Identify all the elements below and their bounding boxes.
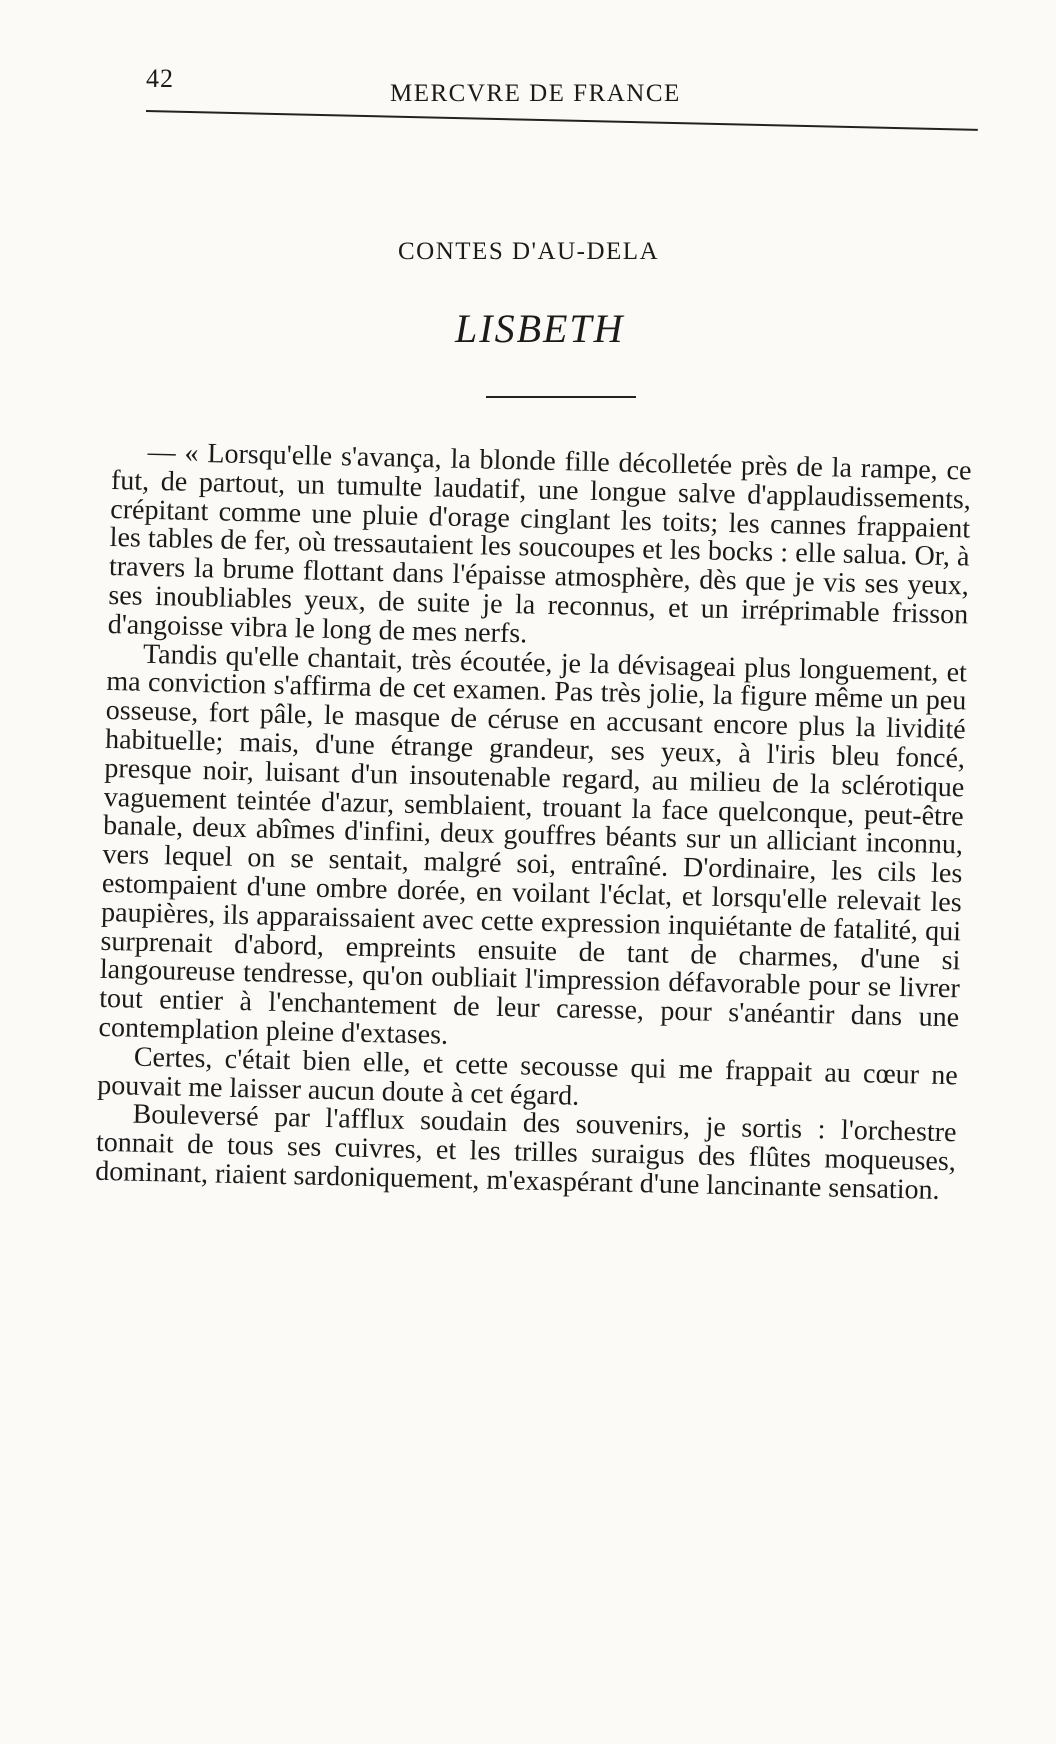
title-rule bbox=[486, 396, 636, 398]
paragraph: Tandis qu'elle chantait, très écoutée, je la dévisageai plus longuement, et ma conviction s'affirma de cet examen. Pas très jolie, la figure même un peu osseuse, fort pâle, le masque de céruse en accusant encore plus la lividité habituelle; mais, d'une étrange grandeur, ses yeux, à l'iris bleu foncé, presque noir, luisant d'un insoutenable regard, au milieu de la sclérotique vaguement teintée d'azur, semblaient, trouant la face quelconque, peut-être banale, deux abîmes d'infini, deux gouffres béants sur un alliciant inconnu, vers lequel on se sentait, malgré soi, entraîné. D'ordinaire, les cils les estompaient d'une ombre dorée, en voilant l'éclat, et lorsqu'elle relevait les paupières, ils apparaissaient avec cette expression inquiétante de fatalité, qui surprenait d'abord, empreints ensuite de tant de charmes, d'une si langoureuse tendresse, qu'on oubliait l'impression défavorable pour se livrer tout entier à l'enchantement de leur caresse, pour s'anéantir dans une contemplation pleine d'extases. bbox=[98, 638, 968, 1051]
story-title: LISBETH bbox=[455, 306, 625, 351]
paragraph: Certes, c'était bien elle, et cette secousse qui me frappait au cœur ne pouvait me laisser aucun doute à cet égard. bbox=[96, 1041, 959, 1112]
paragraph: Bouleversé par l'afflux soudain des souvenirs, je sortis : l'orchestre tonnait de tous ses cuivres, et les trilles suraigus des flûtes moqueuses, dominant, riaient sardoniquement, m'exaspérant d'une lancinante sensation. bbox=[95, 1098, 957, 1206]
paragraph: — « Lorsqu'elle s'avança, la blonde fille décolletée près de la rampe, ce fut, de partout, un tumulte laudatif, une longue salve d'applaudissements, crépitant comme une pluie d'orage cinglant les toits; les cannes frappaient les tables de fer, où tressautaient les soucoupes et les bocks : elle salua. Or, à travers la brume flottant dans l'épaisse atmosphère, dès que je vis ses yeux, ses inoubliables yeux, de suite je la reconnus, et un irréprimable frisson d'angoisse vibra le long de mes nerfs. bbox=[107, 436, 972, 650]
page-number: 42 bbox=[146, 64, 174, 93]
running-head: MERCVRE DE FRANCE bbox=[390, 80, 681, 107]
header-rule bbox=[146, 110, 978, 131]
section-title: CONTES D'AU-DELA bbox=[398, 238, 660, 265]
body-text bbox=[95, 438, 972, 1206]
